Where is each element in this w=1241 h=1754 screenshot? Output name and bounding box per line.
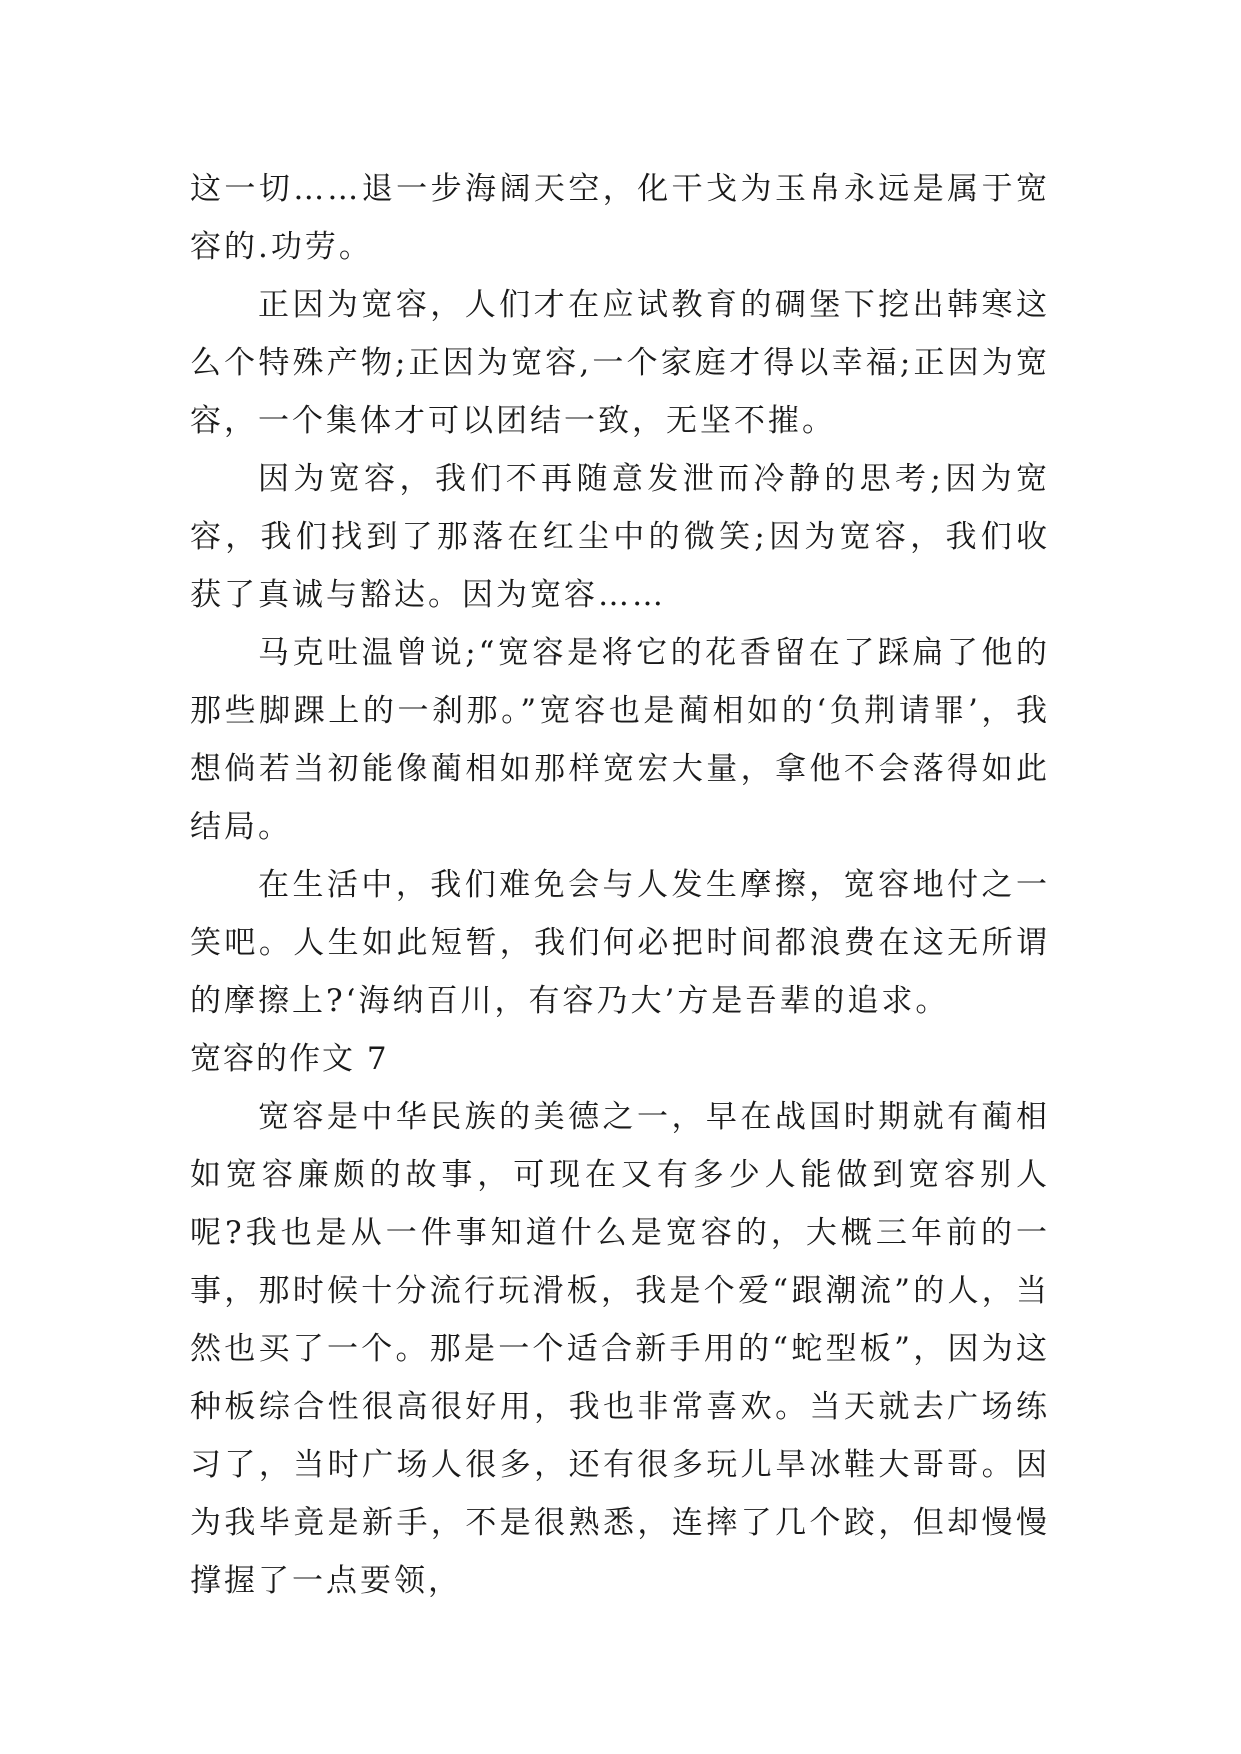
paragraph: 这一切……退一步海阔天空，化干戈为玉帛永远是属于宽容的.功劳。: [190, 171, 1050, 265]
document-body: [190, 160, 1050, 1610]
paragraph: 因为宽容，我们不再随意发泄而冷静的思考;因为宽容，我们找到了那落在红尘中的微笑;因为宽容，我们收获了真诚与豁达。因为宽容……: [190, 461, 1050, 613]
paragraph: 正因为宽容，人们才在应试教育的碉堡下挖出韩寒这么个特殊产物;正因为宽容,一个家庭才得以幸福;正因为宽容，一个集体才可以团结一致，无坚不摧。: [190, 287, 1050, 439]
paragraph: 马克吐温曾说;“宽容是将它的花香留在了踩扁了他的那些脚踝上的一刹那。”宽容也是蔺相如的‘负荆请罪’，我想倘若当初能像蔺相如那样宽宏大量，拿他不会落得如此结局。: [190, 635, 1050, 845]
paragraph: 宽容是中华民族的美德之一，早在战国时期就有蔺相如宽容廉颇的故事，可现在又有多少人能做到宽容别人呢?我也是从一件事知道什么是宽容的，大概三年前的一事，那时候十分流行玩滑板，我是个爱“跟潮流”的人，当然也买了一个。那是一个适合新手用的“蛇型板”，因为这种板综合性很高很好用，我也非常喜欢。当天就去广场练习了，当时广场人很多，还有很多玩儿旱冰鞋大哥哥。因为我毕竟是新手，不是很熟悉，连摔了几个跤，但却慢慢撑握了一点要领，: [190, 1099, 1050, 1599]
section-heading: 宽容的作文 7: [190, 1041, 389, 1077]
paragraph: 在生活中，我们难免会与人发生摩擦，宽容地付之一笑吧。人生如此短暂，我们何必把时间都浪费在这无所谓的摩擦上?‘海纳百川，有容乃大’方是吾辈的追求。: [190, 867, 1050, 1019]
